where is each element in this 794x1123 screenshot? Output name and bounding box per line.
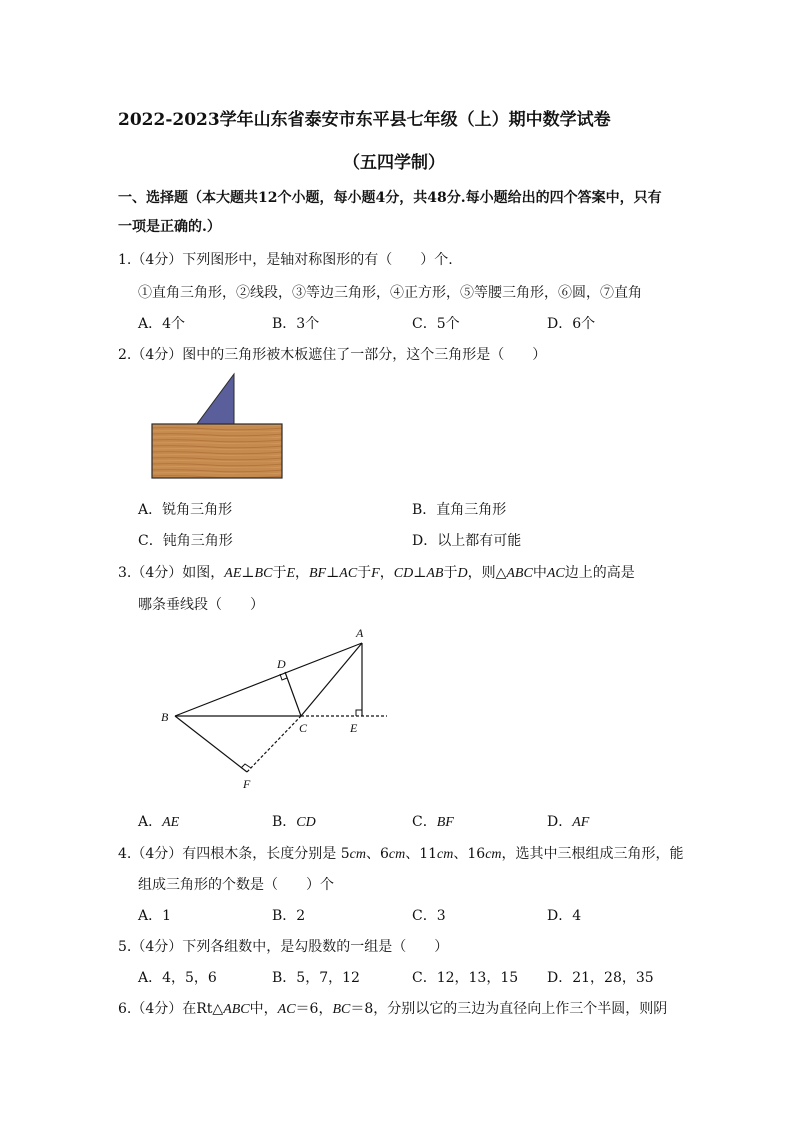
q1-option-b[interactable]: B．3个 [272, 316, 320, 332]
question-4-stem [118, 843, 684, 863]
option-letter: D． [547, 814, 573, 830]
q1-option-c[interactable]: C．5个 [412, 316, 460, 332]
label-B: B [161, 710, 169, 724]
page-subtitle: （五四学制） [343, 153, 445, 173]
q2-option-b[interactable]: B．直角三角形 [412, 502, 507, 518]
q3-math: ABC [506, 566, 533, 581]
q4-text: ，选其中三根组成三角形，能 [501, 846, 684, 862]
q3-text: 边上的高是 [564, 565, 635, 581]
option-letter: A． [138, 814, 163, 830]
q4-unit: cm [388, 847, 406, 862]
q3-text: 于 [357, 565, 372, 581]
question-2-stem: 2.（4分）图中的三角形被木板遮住了一部分，这个三角形是（ ） [118, 347, 547, 363]
q5-option-d[interactable]: D．21，28，35 [547, 970, 654, 986]
label-E: E [350, 721, 358, 735]
q2-figure [150, 372, 285, 480]
q3-text: ，则△ [467, 565, 507, 581]
q4-unit: cm [485, 847, 502, 862]
q2-option-a[interactable]: A．锐角三角形 [138, 502, 233, 518]
q4-option-a[interactable]: A．1 [138, 908, 172, 924]
q3-math: AC [339, 566, 358, 581]
q5-option-b[interactable]: B．5，7，12 [272, 970, 360, 986]
section-heading: 一、选择题（本大题共12个小题，每小题4分，共48分.每小题给出的四个答案中，只有 [118, 190, 662, 206]
q3-math: AE [224, 566, 242, 581]
question-4-stem-cont: 组成三角形的个数是（ ）个 [138, 877, 334, 893]
q3-text: ， [295, 565, 309, 581]
q4-option-b[interactable]: B．2 [272, 908, 306, 924]
option-value: AE [162, 815, 180, 830]
q3-math: D [457, 566, 468, 581]
q2-option-c[interactable]: C．钝角三角形 [138, 533, 233, 549]
q6-math: BC [332, 1002, 351, 1017]
q4-length: 5 [340, 846, 350, 862]
section-heading-cont: 一项是正确的.） [118, 219, 221, 235]
q1-option-d[interactable]: D．6个 [547, 316, 596, 332]
q6-text: 中， [249, 1001, 278, 1017]
q4-unit: cm [349, 847, 366, 862]
q4-unit: cm [437, 847, 454, 862]
q4-length: 、11 [405, 846, 438, 862]
label-F: F [243, 777, 251, 791]
q3-text: 于 [443, 565, 458, 581]
q3-math: BF [309, 566, 327, 581]
option-letter: B． [272, 814, 297, 830]
q3-option-d[interactable] [547, 811, 589, 831]
label-A: A [356, 626, 364, 640]
q3-math: CD [393, 566, 414, 581]
question-5-stem: 5.（4分）下列各组数中，是勾股数的一组是（ ） [118, 939, 449, 955]
label-C: C [299, 721, 308, 735]
q4-length: 、6 [365, 846, 389, 862]
q3-math: AB [426, 566, 444, 581]
q3-math: AC [546, 566, 565, 581]
q4-option-c[interactable]: C．3 [412, 908, 446, 924]
q5-option-c[interactable]: C．12，13，15 [412, 970, 519, 986]
q4-option-d[interactable]: D．4 [547, 908, 582, 924]
q6-math: AC [277, 1002, 296, 1017]
q6-text: ＝6， [295, 1001, 333, 1017]
q3-math: F [371, 566, 380, 581]
q3-option-c[interactable] [412, 811, 454, 831]
option-value: AF [572, 815, 590, 830]
q1-option-a[interactable]: A．4个 [138, 316, 186, 332]
q6-text: ＝8，分别以它的三边为直径向上作三个半圆，则阴 [350, 1001, 668, 1017]
option-letter: C． [412, 814, 437, 830]
q6-math: ABC [223, 1002, 250, 1017]
question-1-stem: 1.（4分）下列图形中，是轴对称图形的有（ ）个. [118, 252, 453, 268]
question-3-stem-cont: 哪条垂线段（ ） [138, 597, 264, 613]
q4-length: 、16 [453, 846, 486, 862]
question-1-list: ①直角三角形，②线段，③等边三角形，④正方形，⑤等腰三角形，⑥圆，⑦直角 [138, 285, 642, 301]
q3-math: BC [254, 566, 273, 581]
q3-geometry-figure [155, 622, 395, 797]
q3-option-a[interactable] [138, 811, 179, 831]
q3-text: ⊥ [413, 565, 427, 581]
q3-option-b[interactable] [272, 811, 316, 831]
q4-text: 4.（4分）有四根木条，长度分别是 [118, 846, 337, 862]
q3-text: 3.（4分）如图， [118, 565, 225, 581]
q3-text: 于 [272, 565, 287, 581]
q3-text: ⊥ [241, 565, 255, 581]
question-3-stem [118, 562, 635, 582]
option-value: BF [436, 815, 454, 830]
q2-option-d[interactable]: D．以上都有可能 [412, 533, 522, 549]
wooden-board [152, 424, 282, 478]
q3-text: 中 [532, 565, 547, 581]
q5-option-a[interactable]: A．4，5，6 [138, 970, 217, 986]
question-6-stem [118, 998, 667, 1018]
page-title: 2022-2023学年山东省泰安市东平县七年级（上）期中数学试卷 [118, 110, 611, 130]
q3-text: ⊥ [326, 565, 340, 581]
q3-math: E [286, 566, 295, 581]
label-D: D [277, 657, 286, 671]
option-value: CD [296, 815, 316, 830]
hidden-triangle [197, 374, 234, 424]
q6-text: 6.（4分）在Rt△ [118, 1001, 224, 1017]
q3-text: ， [379, 565, 394, 581]
